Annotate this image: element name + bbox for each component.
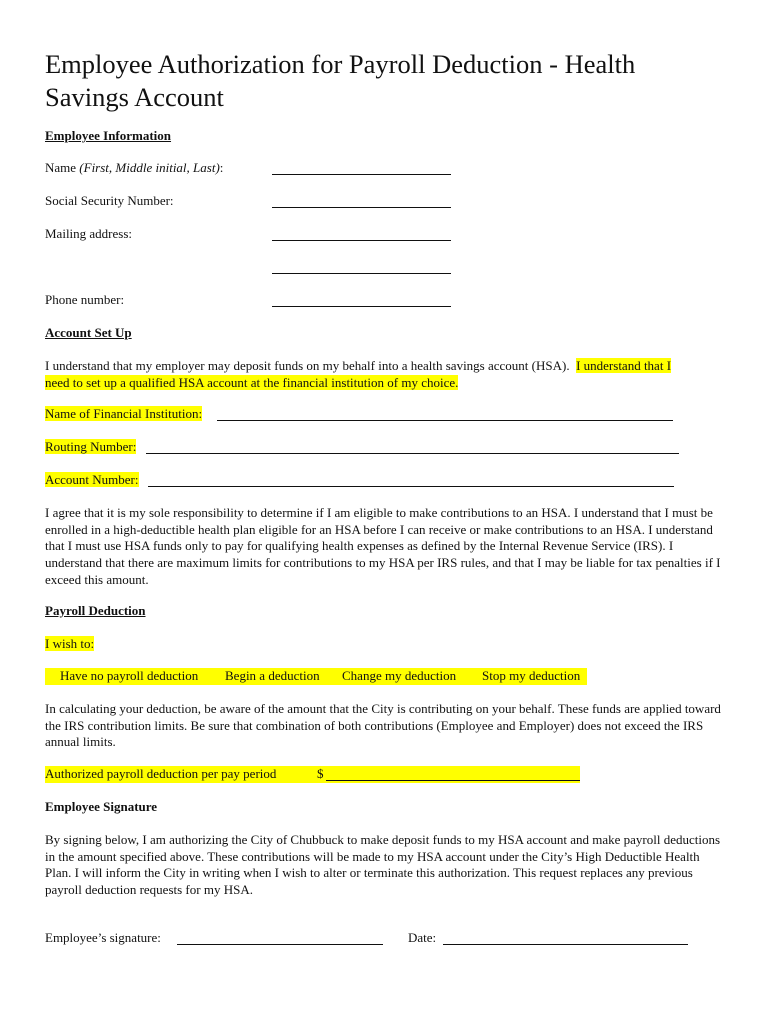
phone-label: Phone number: [45,292,125,307]
mailing-field-line-1[interactable] [272,240,451,241]
routing-field[interactable] [146,453,679,454]
option-change-deduction[interactable]: Change my deduction [342,668,457,683]
payroll-heading: Payroll Deduction [45,603,146,618]
routing-label: Routing Number: [45,439,137,454]
calculation-note: In calculating your deduction, be aware of the amount that the City is contributing on your behalf. These funds are applied toward the IRS contribution limits. Be sure that combination of both contributions (Employee and Employer) does not exceed the IRS annual limits. [45,701,721,750]
wish-label: I wish to: [45,636,95,651]
account-number-label: Account Number: [45,472,139,487]
currency-symbol: $ [317,766,324,781]
account-heading: Account Set Up [45,325,132,340]
institution-label: Name of Financial Institution: [45,406,203,421]
option-stop-deduction[interactable]: Stop my deduction [482,668,581,683]
page-title: Employee Authorization for Payroll Deduction - Health Savings Account [45,49,636,112]
date-field[interactable] [443,944,688,945]
name-label: Name (First, Middle initial, Last): [45,160,224,175]
deduction-options [45,668,587,685]
option-begin-deduction[interactable]: Begin a deduction [225,668,320,683]
signature-label: Employee’s signature: [45,930,161,945]
mailing-label: Mailing address: [45,226,133,241]
eligibility-agreement: I agree that it is my sole responsibility to determine if I am eligible to make contributions to an HSA. I understand that I must be enrolled in a high-deductible health plan eligible for an HSA before I can receive or make contributions to an HSA. I understand that I must use HSA funds only to pay for qualifying health expenses as defined by the Internal Revenue Service (IRS). I understand that there are maximum limits for contributions to my HSA per IRS rules, and that I may be liable for tax penalties if I exceed this amount. [45,505,721,587]
amount-label: Authorized payroll deduction per pay period [45,766,277,781]
ssn-field[interactable] [272,207,451,208]
authorization-statement: By signing below, I am authorizing the City of Chubbuck to make deposit funds to my HSA account and make payroll deductions in the amount specified above. These contributions will be made to my HSA account under the City’s High Deductible Health Plan. I will inform the City in writing when I wish to alter or terminate this authorization. This request replaces any previous payroll deduction requests for my HSA. [45,832,721,898]
institution-field[interactable] [217,420,673,421]
amount-field[interactable] [326,780,580,781]
name-field[interactable] [272,174,451,175]
option-no-deduction[interactable]: Have no payroll deduction [60,668,199,683]
account-number-field[interactable] [148,486,674,487]
date-label: Date: [408,930,437,945]
name-hint: (First, Middle initial, Last) [79,160,220,175]
employee-info-heading: Employee Information [45,128,172,143]
account-intro-line-1: I understand that my employer may deposit funds on my behalf into a health savings account (HSA). I understand that I [45,358,672,373]
ssn-label: Social Security Number: [45,193,174,208]
signature-heading: Employee Signature [45,799,158,814]
mailing-field-line-2[interactable] [272,273,451,274]
phone-field[interactable] [272,306,451,307]
signature-field[interactable] [177,944,383,945]
account-intro-line-2: need to set up a qualified HSA account at the financial institution of my choice. [45,375,459,390]
